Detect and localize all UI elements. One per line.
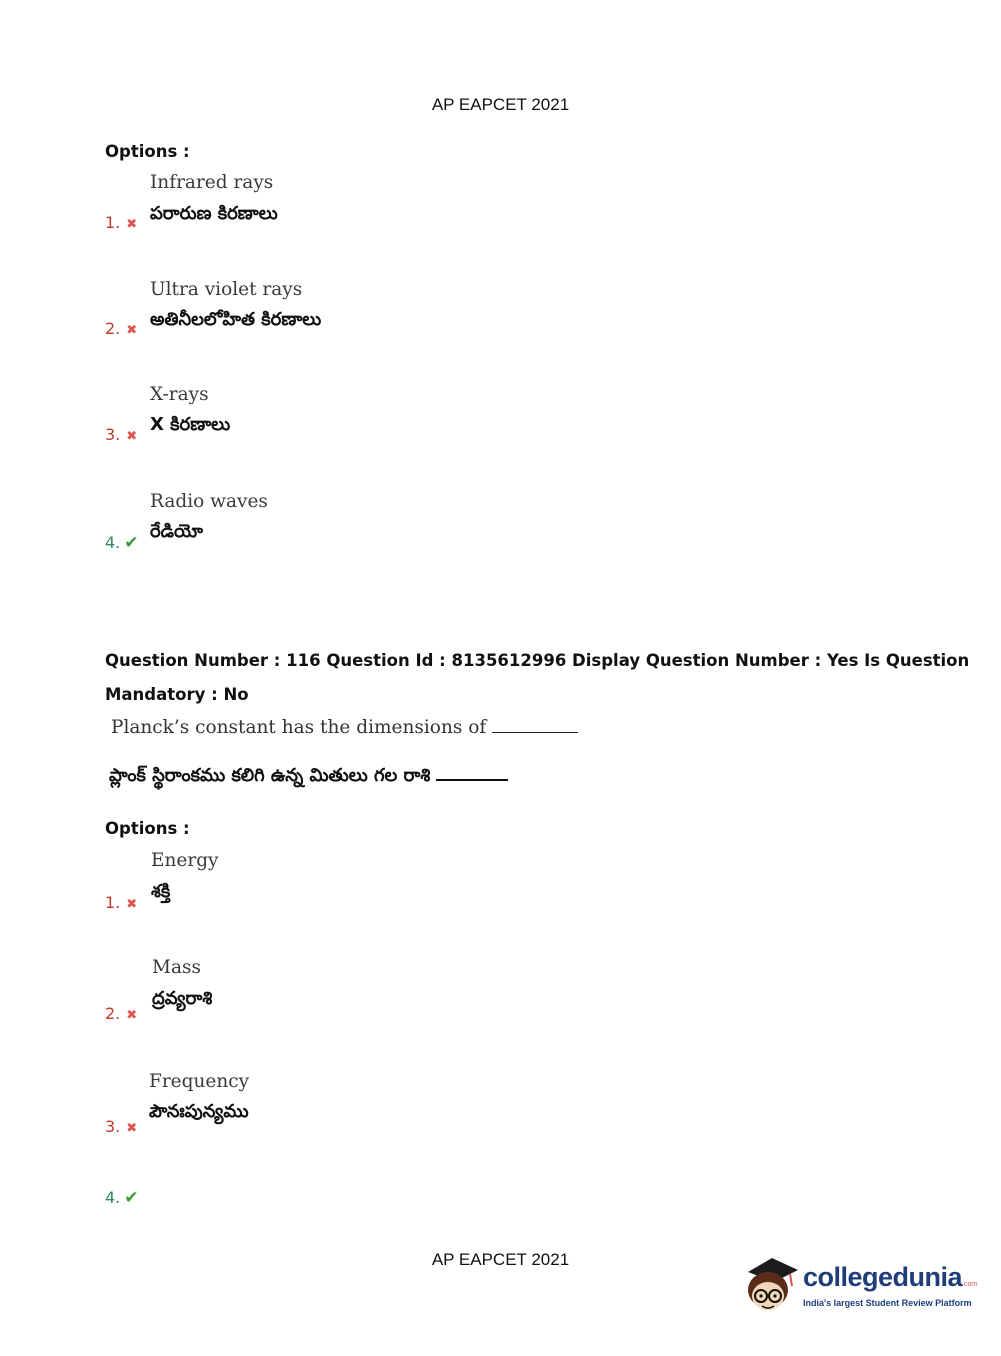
question-stem-en: Planck’s constant has the dimensions of (111, 717, 487, 738)
option-number (105, 893, 137, 912)
wrong-mark-icon: ✖ (126, 897, 138, 912)
option-number (105, 533, 139, 553)
options-label: Options : (105, 142, 190, 161)
option-text-en: Radio waves (150, 491, 268, 512)
option-index: 2. (105, 319, 121, 338)
wrong-mark-icon: ✖ (126, 1121, 138, 1136)
option-index: 3. (105, 1117, 121, 1136)
collegedunia-mascot-icon (742, 1250, 802, 1318)
wrong-mark-icon: ✖ (126, 1008, 138, 1023)
option-number (105, 1004, 137, 1023)
logo-suffix: .com (962, 1281, 978, 1288)
question-stem-te: ప్లాంక్ స్థిరాంకము కలిగి ఉన్న మితులు గల రాశి (109, 765, 431, 786)
option-text-te: పరారుణ కిరణాలు (150, 203, 278, 224)
option-index: 4. (105, 533, 121, 552)
option-number (105, 1188, 139, 1208)
question-meta: Question Number : 116 Question Id : 8135612996 Display Question Number : Yes Is Question (105, 651, 970, 670)
option-text-en: Mass (152, 957, 201, 978)
wrong-mark-icon: ✖ (126, 429, 138, 444)
correct-mark-icon: ✔ (124, 1188, 139, 1208)
question-text-te (109, 765, 508, 790)
question-mandatory: Mandatory : No (105, 685, 249, 704)
option-text-te: శక్తి (151, 881, 171, 902)
option-text-te: ద్రవ్యరాశి (152, 988, 213, 1009)
logo-tagline: India's largest Student Review Platform (803, 1298, 972, 1308)
option-number (105, 1117, 137, 1136)
answer-blank (492, 718, 578, 733)
option-text-en: X-rays (150, 384, 209, 405)
answer-blank (436, 765, 508, 781)
option-index: 2. (105, 1004, 121, 1023)
option-index: 1. (105, 893, 121, 912)
page-footer: AP EAPCET 2021 (431, 1250, 570, 1269)
option-number (105, 425, 137, 444)
option-index: 1. (105, 213, 121, 232)
option-text-en: Infrared rays (150, 172, 274, 193)
option-index: 4. (105, 1188, 121, 1207)
option-index: 3. (105, 425, 121, 444)
collegedunia-logo (803, 1262, 977, 1293)
option-text-te: పౌనఃపున్యము (149, 1101, 249, 1122)
correct-mark-icon: ✔ (124, 533, 139, 553)
option-text-en: Energy (151, 850, 219, 871)
wrong-mark-icon: ✖ (126, 323, 138, 338)
logo-wordmark: collegedunia (803, 1262, 963, 1292)
wrong-mark-icon: ✖ (126, 217, 138, 232)
question-text-en (111, 717, 578, 738)
options-label: Options : (105, 819, 190, 838)
option-text-te: రేడియో (150, 521, 203, 542)
option-number (105, 319, 137, 338)
option-text-te: X కిరణాలు (150, 414, 231, 435)
option-text-en: Ultra violet rays (150, 279, 303, 300)
page-header: AP EAPCET 2021 (431, 95, 570, 114)
option-text-en: Frequency (149, 1071, 250, 1092)
option-number (105, 213, 137, 232)
option-text-te: అతినీలలోహిత కిరణాలు (150, 309, 322, 330)
